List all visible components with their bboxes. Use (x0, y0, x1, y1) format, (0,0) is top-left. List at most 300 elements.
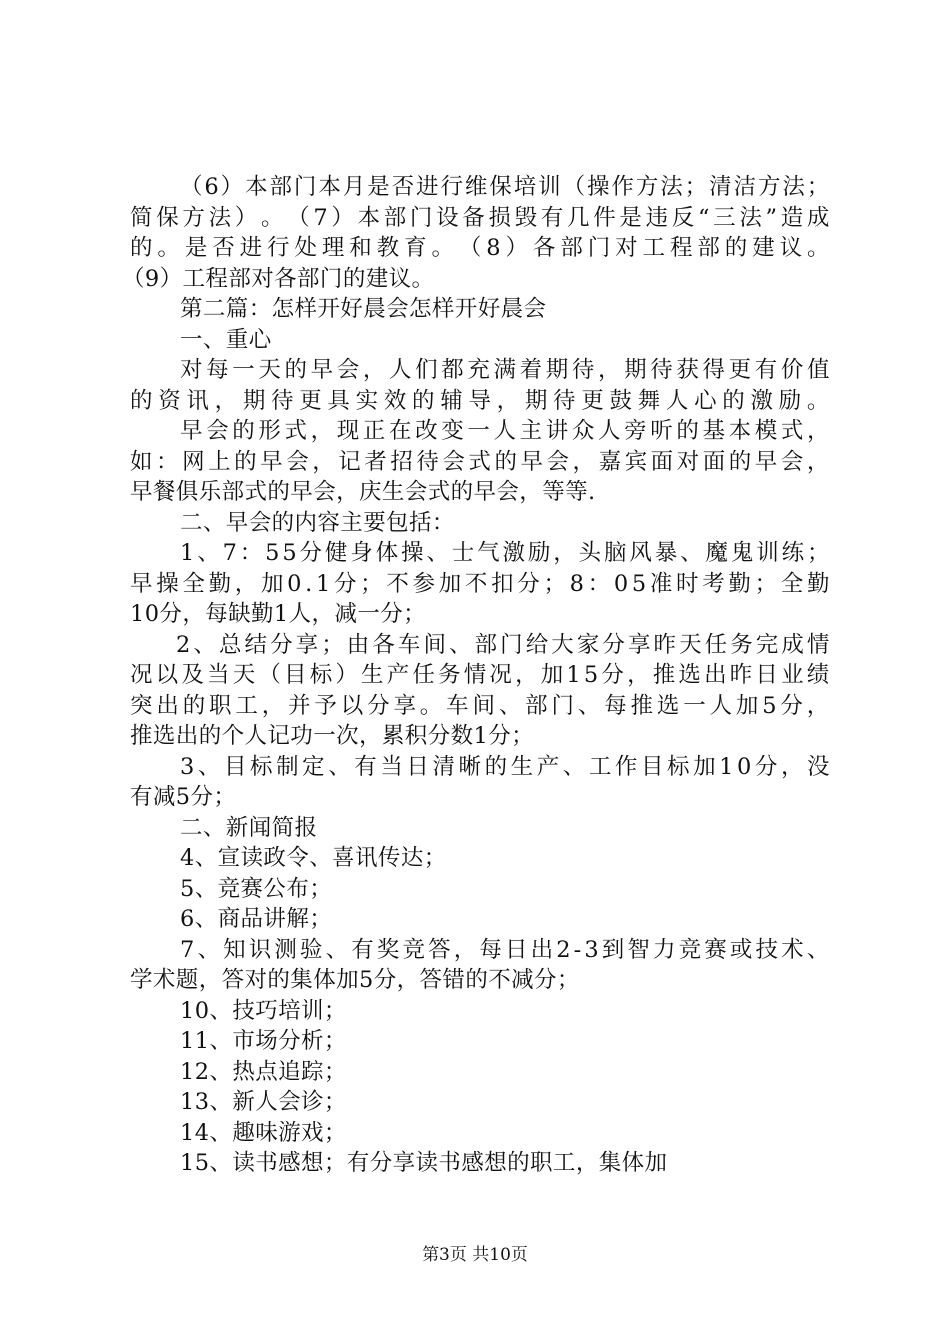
text-line: 学术题，答对的集体加5分，答错的不减分； (130, 967, 580, 993)
glyph: 门 (293, 174, 317, 200)
glyph: 的 (494, 448, 518, 475)
glyph: 目 (640, 753, 664, 780)
glyph: 8 (569, 570, 585, 597)
glyph: 理 (321, 235, 345, 261)
glyph: 操 (586, 174, 610, 200)
glyph: 况 (489, 662, 513, 688)
glyph: 任 (412, 662, 436, 688)
glyph: 标 (250, 753, 273, 780)
glyph: ， (310, 418, 334, 444)
glyph: 到 (601, 936, 625, 963)
glyph: 维 (464, 174, 488, 200)
glyph: 0 (737, 753, 752, 780)
glyph: 的 (234, 448, 258, 475)
glyph: 分 (601, 662, 625, 688)
glyph: 建 (752, 235, 776, 261)
glyph: 得 (702, 357, 726, 383)
glyph: 网 (182, 448, 205, 475)
glyph: 作 (611, 174, 635, 200)
glyph: 违 (645, 204, 669, 231)
glyph: 几 (567, 204, 590, 231)
glyph: 魔 (705, 540, 729, 566)
glyph: 勤 (208, 570, 232, 597)
glyph: 车 (446, 692, 470, 719)
glyph: 奖 (376, 936, 400, 963)
glyph: 的 (284, 357, 308, 383)
glyph: 不 (386, 570, 410, 597)
glyph: 、 (325, 936, 349, 963)
glyph: 推 (652, 662, 676, 688)
glyph: 目 (284, 662, 307, 688)
glyph: ， (515, 662, 538, 688)
glyph: 分 (517, 570, 541, 597)
text-line: 二、早会的内容主要包括： (180, 509, 455, 536)
glyph: 激 (502, 540, 526, 566)
text-line (130, 935, 830, 966)
glyph: 出 (156, 692, 180, 719)
glyph: 1 (315, 570, 331, 597)
glyph: 本 (357, 204, 381, 231)
glyph: 模 (754, 418, 778, 444)
glyph: 间 (423, 631, 447, 658)
glyph: 1 (719, 753, 734, 780)
glyph: 、 (197, 936, 221, 963)
glyph: 验 (299, 936, 323, 963)
glyph: 作 (614, 753, 638, 780)
glyph: 制 (276, 753, 299, 780)
glyph: 部 (474, 631, 498, 658)
glyph: 主 (519, 418, 543, 444)
glyph: 2 (176, 631, 191, 658)
glyph: 时 (676, 570, 699, 597)
glyph: 人 (493, 418, 517, 444)
glyph: 享 (295, 631, 319, 658)
glyph: 天 (232, 662, 256, 688)
glyph: 体 (375, 540, 399, 566)
glyph: 法 (782, 174, 806, 200)
text-line (130, 630, 830, 661)
text-line: 6、商品讲解； (180, 906, 333, 932)
glyph: 期 (545, 357, 569, 383)
glyph: 方 (757, 174, 781, 200)
glyph: ， (572, 448, 596, 475)
glyph: 目 (223, 753, 247, 780)
glyph: 5 (762, 692, 777, 719)
glyph: 期 (624, 357, 648, 383)
glyph: 3 (180, 753, 195, 780)
glyph: 更 (299, 387, 323, 414)
glyph: 加 (260, 570, 284, 597)
glyph: 操 (401, 540, 424, 566)
glyph: 结 (244, 631, 268, 658)
glyph: 完 (755, 631, 779, 658)
text-line (130, 752, 830, 783)
glyph: ， (627, 662, 650, 688)
text-line: 一、重心 (180, 326, 272, 353)
glyph: ： (239, 540, 263, 566)
glyph: 充 (467, 357, 491, 383)
glyph: 毁 (514, 204, 538, 231)
glyph: 选 (678, 662, 702, 688)
glyph: 训 (756, 540, 780, 566)
glyph: 的 (728, 448, 752, 475)
glyph: 门 (500, 631, 524, 658)
text-line: 二、新闻简报 (180, 814, 318, 841)
text-line: 4、宣读政令、喜讯传达； (180, 845, 447, 871)
glyph: 日 (504, 936, 528, 963)
glyph: 早 (520, 448, 544, 475)
glyph: 嘉 (598, 448, 622, 475)
glyph: 方 (635, 174, 659, 200)
glyph: 有 (351, 936, 375, 963)
glyph: 的 (232, 418, 256, 444)
glyph: （ (180, 174, 203, 200)
glyph: 7 (222, 540, 238, 566)
glyph: ， (807, 418, 830, 444)
glyph: 的 (724, 235, 748, 261)
glyph: 鬼 (730, 540, 754, 566)
glyph: 每 (604, 692, 628, 719)
glyph: 工 (642, 235, 666, 261)
glyph: 简 (130, 204, 153, 231)
text-line (130, 569, 830, 600)
glyph: 备 (462, 204, 486, 231)
text-line: 13、新人会诊； (180, 1089, 347, 1115)
glyph: 更 (581, 387, 605, 414)
glyph: 会 (442, 448, 466, 475)
glyph: 或 (729, 936, 753, 963)
glyph: 术 (781, 936, 805, 963)
glyph: 加 (735, 692, 759, 719)
glyph: 产 (536, 753, 560, 780)
text-line: 早餐俱乐部式的早会，庆生会式的早会，等等. (130, 479, 596, 505)
glyph: 标 (309, 662, 333, 688)
glyph: 考 (702, 570, 726, 597)
glyph: 、 (498, 692, 522, 719)
glyph: 否 (212, 235, 236, 261)
text-line: （9）工程部对各部门的建议。 (122, 265, 435, 292)
glyph: 技 (755, 936, 779, 963)
glyph: 加 (540, 662, 564, 688)
glyph: 大 (551, 631, 575, 658)
glyph: 以 (340, 692, 364, 719)
glyph: ” (765, 204, 778, 231)
glyph: 生 (361, 662, 384, 688)
glyph: （ (562, 174, 586, 200)
glyph: 人 (389, 357, 412, 383)
glyph: 有 (540, 204, 564, 231)
glyph: 的 (722, 387, 746, 414)
glyph: . (305, 570, 313, 597)
glyph: 分 (367, 692, 390, 719)
glyph: ； (807, 540, 830, 566)
glyph: 会 (546, 448, 570, 475)
glyph: 一 (683, 692, 707, 719)
glyph: 部 (525, 692, 549, 719)
glyph: 式 (284, 418, 308, 444)
glyph: 有 (754, 357, 778, 383)
glyph: 着 (519, 357, 543, 383)
glyph: 价 (780, 357, 804, 383)
glyph: 早 (310, 357, 334, 383)
glyph: 方 (182, 204, 206, 231)
text-line (130, 691, 830, 722)
glyph: 本 (245, 174, 268, 200)
glyph: 出 (704, 662, 727, 688)
glyph: 人 (709, 692, 733, 719)
glyph: 加 (693, 753, 716, 780)
glyph: 对 (180, 357, 203, 383)
glyph: 的 (484, 753, 508, 780)
glyph: ， (234, 570, 258, 597)
glyph: 分 (333, 570, 357, 597)
glyph: ； (806, 174, 830, 200)
glyph: ） (335, 662, 359, 688)
glyph: 讲 (545, 418, 569, 444)
glyph: ， (806, 448, 830, 475)
glyph: 勤 (806, 570, 830, 597)
glyph: 改 (415, 418, 439, 444)
glyph: 分 (602, 631, 626, 658)
glyph: 操 (156, 570, 180, 597)
glyph: 。 (806, 387, 830, 414)
glyph: 晰 (458, 753, 482, 780)
glyph: 成 (781, 631, 805, 658)
glyph: （ (287, 204, 311, 231)
glyph: “ (697, 204, 710, 231)
glyph: 鼓 (609, 387, 633, 414)
glyph: 0 (287, 570, 302, 597)
glyph: 保 (156, 204, 180, 231)
glyph: 。 (260, 204, 284, 231)
text-line: 10分，每缺勤1人，减一分； (130, 601, 427, 627)
glyph: 讯 (186, 387, 210, 414)
glyph: 励 (778, 387, 802, 414)
glyph: 部 (383, 204, 407, 231)
glyph: 的 (412, 387, 435, 414)
glyph: 待 (553, 387, 576, 414)
glyph: ， (780, 753, 804, 780)
glyph: 辅 (440, 387, 464, 414)
glyph: 给 (525, 631, 549, 658)
glyph: 洁 (733, 174, 757, 200)
glyph: ， (496, 387, 520, 414)
text-line (130, 386, 830, 417)
glyph: 任 (704, 631, 728, 658)
glyph: ， (453, 936, 477, 963)
glyph: 加 (438, 570, 462, 597)
glyph: 一 (467, 418, 491, 444)
glyph: 、 (806, 936, 830, 963)
glyph: 业 (781, 662, 804, 688)
glyph: 行 (440, 174, 464, 200)
glyph: 、 (562, 753, 586, 780)
glyph: 智 (627, 936, 651, 963)
glyph: 、 (680, 540, 704, 566)
glyph: 行 (267, 235, 290, 261)
glyph: 教 (376, 235, 400, 261)
glyph: 否 (391, 174, 415, 200)
glyph: 会 (780, 448, 804, 475)
glyph: 脑 (604, 540, 627, 566)
glyph: 损 (488, 204, 512, 231)
glyph: 都 (441, 357, 465, 383)
glyph: ； (684, 174, 708, 200)
glyph: 的 (676, 418, 700, 444)
glyph: 暴 (654, 540, 678, 566)
glyph: 身 (350, 540, 374, 566)
glyph: ， (214, 387, 238, 414)
glyph: 造 (780, 204, 804, 231)
glyph: 5 (282, 540, 298, 566)
glyph: 2 (556, 936, 571, 963)
glyph: 识 (248, 936, 272, 963)
glyph: 众 (571, 418, 595, 444)
glyph: 待 (416, 448, 440, 475)
glyph: 门 (587, 235, 611, 261)
glyph: 有 (354, 753, 378, 780)
glyph: 会 (286, 448, 310, 475)
glyph: 早 (260, 448, 284, 475)
glyph: 准 (649, 570, 673, 597)
glyph: 面 (650, 448, 674, 475)
glyph: 人 (665, 387, 689, 414)
glyph: 8 (486, 235, 501, 261)
glyph: 竞 (402, 936, 426, 963)
text-line: 10、技巧培训； (180, 997, 347, 1024)
glyph: 是 (184, 235, 208, 261)
glyph: 本 (318, 174, 342, 200)
text-line (130, 203, 830, 234)
glyph: ： (587, 570, 611, 597)
glyph: 竞 (678, 936, 702, 963)
glyph: 5 (265, 540, 280, 566)
glyph: 士 (451, 540, 475, 566)
glyph: 7 (180, 936, 195, 963)
glyph: 旁 (624, 418, 648, 444)
glyph: 基 (702, 418, 726, 444)
glyph: 早 (180, 418, 203, 444)
glyph: 头 (578, 540, 602, 566)
glyph: 生 (510, 753, 534, 780)
glyph: 如 (130, 448, 153, 475)
glyph: 工 (588, 753, 612, 780)
glyph: 训 (538, 174, 562, 200)
text-line: 5、竞赛公布； (180, 875, 333, 902)
glyph: ； (543, 570, 567, 597)
glyph: 当 (207, 662, 230, 688)
glyph: 分 (754, 753, 778, 780)
text-line: 12、热点追踪； (180, 1058, 347, 1085)
glyph: 议 (779, 235, 803, 261)
text-line (130, 416, 830, 447)
glyph: 听 (650, 418, 674, 444)
glyph: 全 (182, 570, 206, 597)
glyph: 、 (577, 692, 601, 719)
glyph: 正 (362, 418, 386, 444)
glyph: ） (220, 174, 244, 200)
glyph: 答 (428, 936, 451, 963)
glyph: ； (321, 631, 345, 658)
glyph: ） (234, 204, 258, 231)
glyph: 具 (327, 387, 351, 414)
glyph: 每 (206, 357, 230, 383)
glyph: 清 (432, 753, 456, 780)
glyph: 车 (397, 631, 421, 658)
glyph: ， (312, 448, 336, 475)
glyph: 期 (242, 387, 266, 414)
glyph: 昨 (653, 631, 677, 658)
glyph: 各 (372, 631, 396, 658)
glyph: 会 (206, 418, 230, 444)
glyph: 工 (235, 692, 259, 719)
glyph: 实 (355, 387, 379, 414)
glyph: 的 (130, 235, 153, 261)
glyph: 7 (313, 204, 329, 231)
glyph: 法 (660, 174, 684, 200)
glyph: 及 (181, 662, 205, 688)
glyph: 待 (571, 357, 595, 383)
glyph: 务 (438, 662, 461, 688)
glyph: 1 (566, 662, 582, 688)
glyph: 对 (676, 448, 700, 475)
glyph: 是 (619, 204, 643, 231)
glyph: 予 (314, 692, 338, 719)
glyph: 享 (627, 631, 651, 658)
glyph: ； (754, 570, 778, 597)
glyph: 。 (431, 235, 455, 261)
glyph: 和 (349, 235, 373, 261)
glyph: 设 (436, 204, 459, 231)
glyph: 每 (479, 936, 503, 963)
glyph: 总 (218, 631, 242, 658)
glyph: 测 (274, 936, 298, 963)
glyph: 心 (694, 387, 717, 414)
glyph: 练 (781, 540, 805, 566)
document-body (122, 172, 830, 1179)
glyph: 间 (472, 692, 496, 719)
glyph: 月 (342, 174, 366, 200)
glyph: 0 (613, 570, 629, 597)
glyph: ） (505, 235, 529, 261)
glyph: 处 (294, 235, 318, 261)
glyph: 知 (223, 936, 246, 963)
glyph: 待 (271, 387, 294, 414)
glyph: ： (156, 448, 179, 475)
glyph: ， (362, 357, 386, 383)
glyph: 效 (383, 387, 407, 414)
glyph: 职 (209, 692, 232, 719)
glyph: 式 (780, 418, 804, 444)
glyph: 记 (338, 448, 362, 475)
glyph: 部 (697, 235, 721, 261)
glyph: 扣 (491, 570, 514, 597)
glyph: 三 (713, 204, 737, 231)
glyph: 参 (412, 570, 436, 597)
glyph: 力 (653, 936, 676, 963)
glyph: 出 (530, 936, 554, 963)
glyph: 育 (404, 235, 427, 261)
glyph: 成 (806, 204, 830, 231)
text-line (130, 172, 830, 203)
text-line: 11、市场分析； (180, 1028, 347, 1054)
glyph: 赛 (704, 936, 728, 963)
glyph: 进 (416, 174, 439, 200)
glyph: 、 (197, 540, 221, 566)
glyph: 培 (513, 174, 537, 200)
glyph: 满 (493, 357, 517, 383)
glyph: 激 (750, 387, 774, 414)
